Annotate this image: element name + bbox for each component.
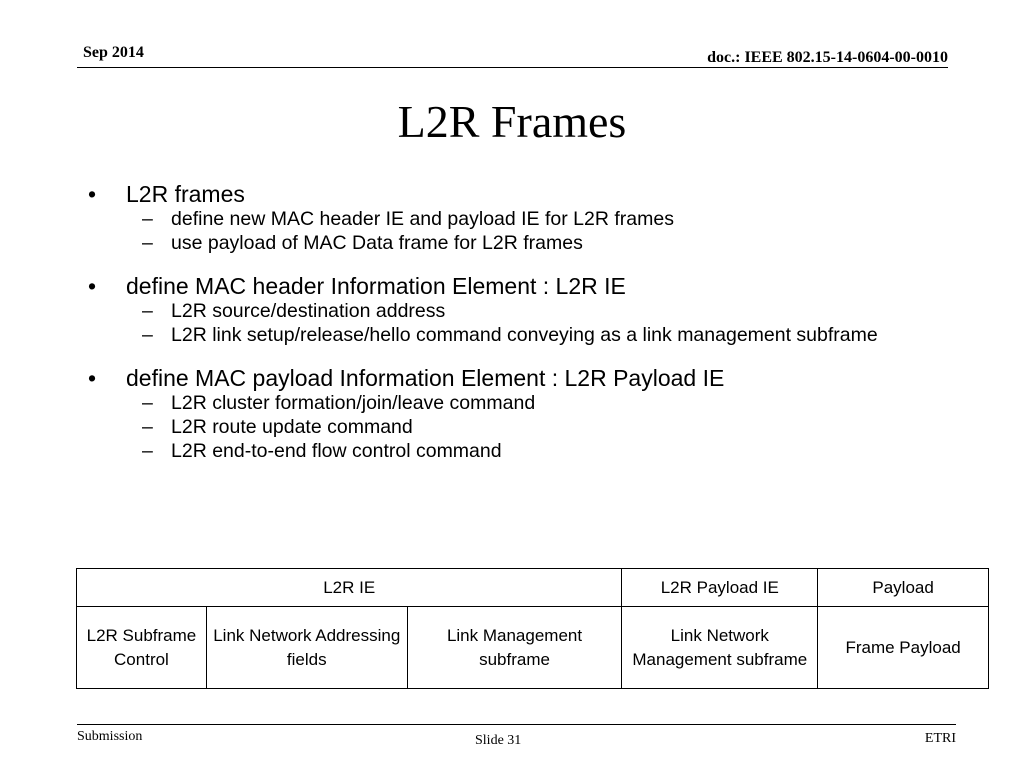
table-cell-link-management: Link Management subframe bbox=[407, 607, 622, 689]
sub-bullet-item bbox=[142, 392, 968, 416]
table-header-row bbox=[77, 569, 989, 607]
bullet-text: L2R frames bbox=[126, 181, 245, 207]
sub-bullet-item bbox=[142, 440, 968, 464]
sub-bullet-item bbox=[142, 324, 968, 348]
dash-marker: – bbox=[142, 416, 153, 438]
bullet-item-mac-header-ie bbox=[88, 272, 968, 348]
bullet-marker: • bbox=[88, 273, 97, 299]
dash-marker: – bbox=[142, 440, 153, 462]
sub-bullet-item bbox=[142, 300, 968, 324]
sub-bullet-text: L2R link setup/release/hello command conveying as a link management subframe bbox=[171, 324, 878, 346]
bullet-item-mac-payload-ie bbox=[88, 364, 968, 464]
bullet-item-l2r-frames bbox=[88, 180, 968, 256]
sub-bullet-text: L2R end-to-end flow control command bbox=[171, 440, 502, 462]
header-date: Sep 2014 bbox=[83, 44, 144, 61]
dash-marker: – bbox=[142, 232, 153, 254]
table-cell-l2r-payload-ie: L2R Payload IE bbox=[622, 569, 818, 607]
table-cell-frame-payload: Frame Payload bbox=[818, 607, 989, 689]
sub-bullet-text: L2R route update command bbox=[171, 416, 413, 438]
bullet-text: define MAC payload Information Element : L2R Payload IE bbox=[126, 365, 725, 391]
footer-org: ETRI bbox=[924, 731, 956, 746]
footer-divider bbox=[77, 724, 956, 725]
dash-marker: – bbox=[142, 324, 153, 346]
bullet-marker: • bbox=[88, 365, 97, 391]
sub-bullet-text: use payload of MAC Data frame for L2R frames bbox=[171, 232, 583, 254]
table-cell-l2r-ie: L2R IE bbox=[77, 569, 622, 607]
bullet-marker: • bbox=[88, 181, 97, 207]
table-cell-subframe-control: L2R Subframe Control bbox=[77, 607, 207, 689]
footer-slide-number: Slide 31 bbox=[475, 733, 522, 748]
sub-bullet-item bbox=[142, 232, 968, 256]
table-cell-addressing-fields: Link Network Addressing fields bbox=[206, 607, 407, 689]
sub-bullet-text: L2R source/destination address bbox=[171, 300, 446, 322]
frame-format-table bbox=[76, 568, 989, 689]
footer-submission: Submission bbox=[77, 729, 143, 744]
table-body-row bbox=[77, 607, 989, 689]
slide-title: L2R Frames bbox=[397, 96, 627, 147]
sub-bullet-text: define new MAC header IE and payload IE for L2R frames bbox=[171, 208, 674, 230]
header-doc-id: doc.: IEEE 802.15-14-0604-00-0010 bbox=[707, 49, 948, 66]
sub-bullet-item bbox=[142, 416, 968, 440]
header-divider bbox=[77, 67, 948, 68]
dash-marker: – bbox=[142, 300, 153, 322]
table-cell-link-network-management: Link Network Management subframe bbox=[622, 607, 818, 689]
sub-bullet-text: L2R cluster formation/join/leave command bbox=[171, 392, 536, 414]
sub-bullet-item bbox=[142, 208, 968, 232]
dash-marker: – bbox=[142, 392, 153, 414]
bullet-text: define MAC header Information Element : L2R IE bbox=[126, 273, 626, 299]
table-cell-payload: Payload bbox=[818, 569, 989, 607]
dash-marker: – bbox=[142, 208, 153, 230]
bullet-list bbox=[88, 180, 968, 480]
